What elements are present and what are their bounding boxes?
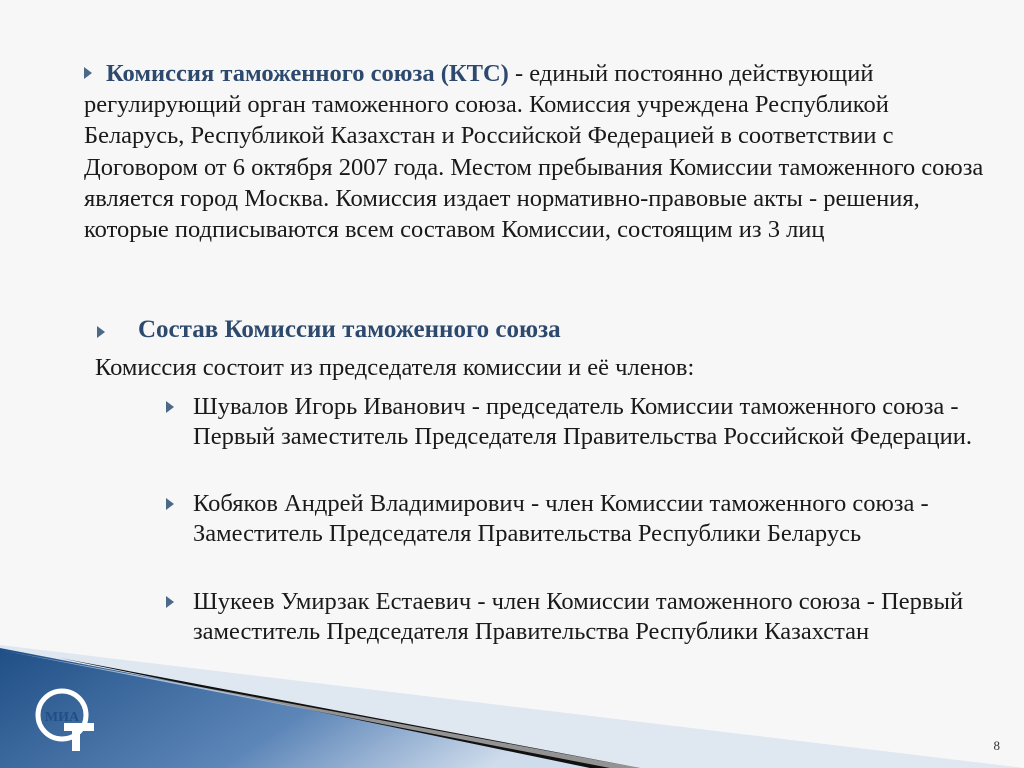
member-item: Шувалов Игорь Иванович - председатель Комиссии таможенного союза - Первый заместитель Председателя Правительства Российской Федерации. <box>193 393 973 451</box>
section-heading: Состав Комиссии таможенного союза <box>138 316 561 343</box>
member-item: Шукеев Умирзак Естаевич - член Комиссии таможенного союза - Первый заместитель Председателя Правительства Республики Казахстан <box>193 588 964 646</box>
bullet-icon <box>166 401 174 413</box>
kts-title: Комиссия таможенного союза (КТС) <box>106 60 509 87</box>
mia-logo <box>28 683 100 753</box>
intro-paragraph <box>84 58 984 245</box>
member-item: Кобяков Андрей Владимирович - член Комиссии таможенного союза - Заместитель Председателя Правительства Республики Беларусь <box>193 490 929 548</box>
bullet-icon <box>166 498 174 510</box>
bullet-icon <box>97 326 105 338</box>
svg-text:МИА: МИА <box>44 710 80 725</box>
section-intro: Комиссия состоит из председателя комиссии и её членов: <box>95 354 695 381</box>
kts-description: - единый постоянно действующий регулирующий орган таможенного союза. Комиссия учреждена Республикой Беларусь, Республикой Казахстан и Российской Федерацией в соответствии с Договором от 6 октября 2007 года. Местом пребывания Комиссии таможенного союза является город Москва. Комиссия издает нормативно-правовые акты - решения, которые подписываются всем составом Комиссии, состоящим из 3 лиц <box>84 60 984 244</box>
bullet-icon <box>166 596 174 608</box>
page-number: 8 <box>993 738 1000 753</box>
